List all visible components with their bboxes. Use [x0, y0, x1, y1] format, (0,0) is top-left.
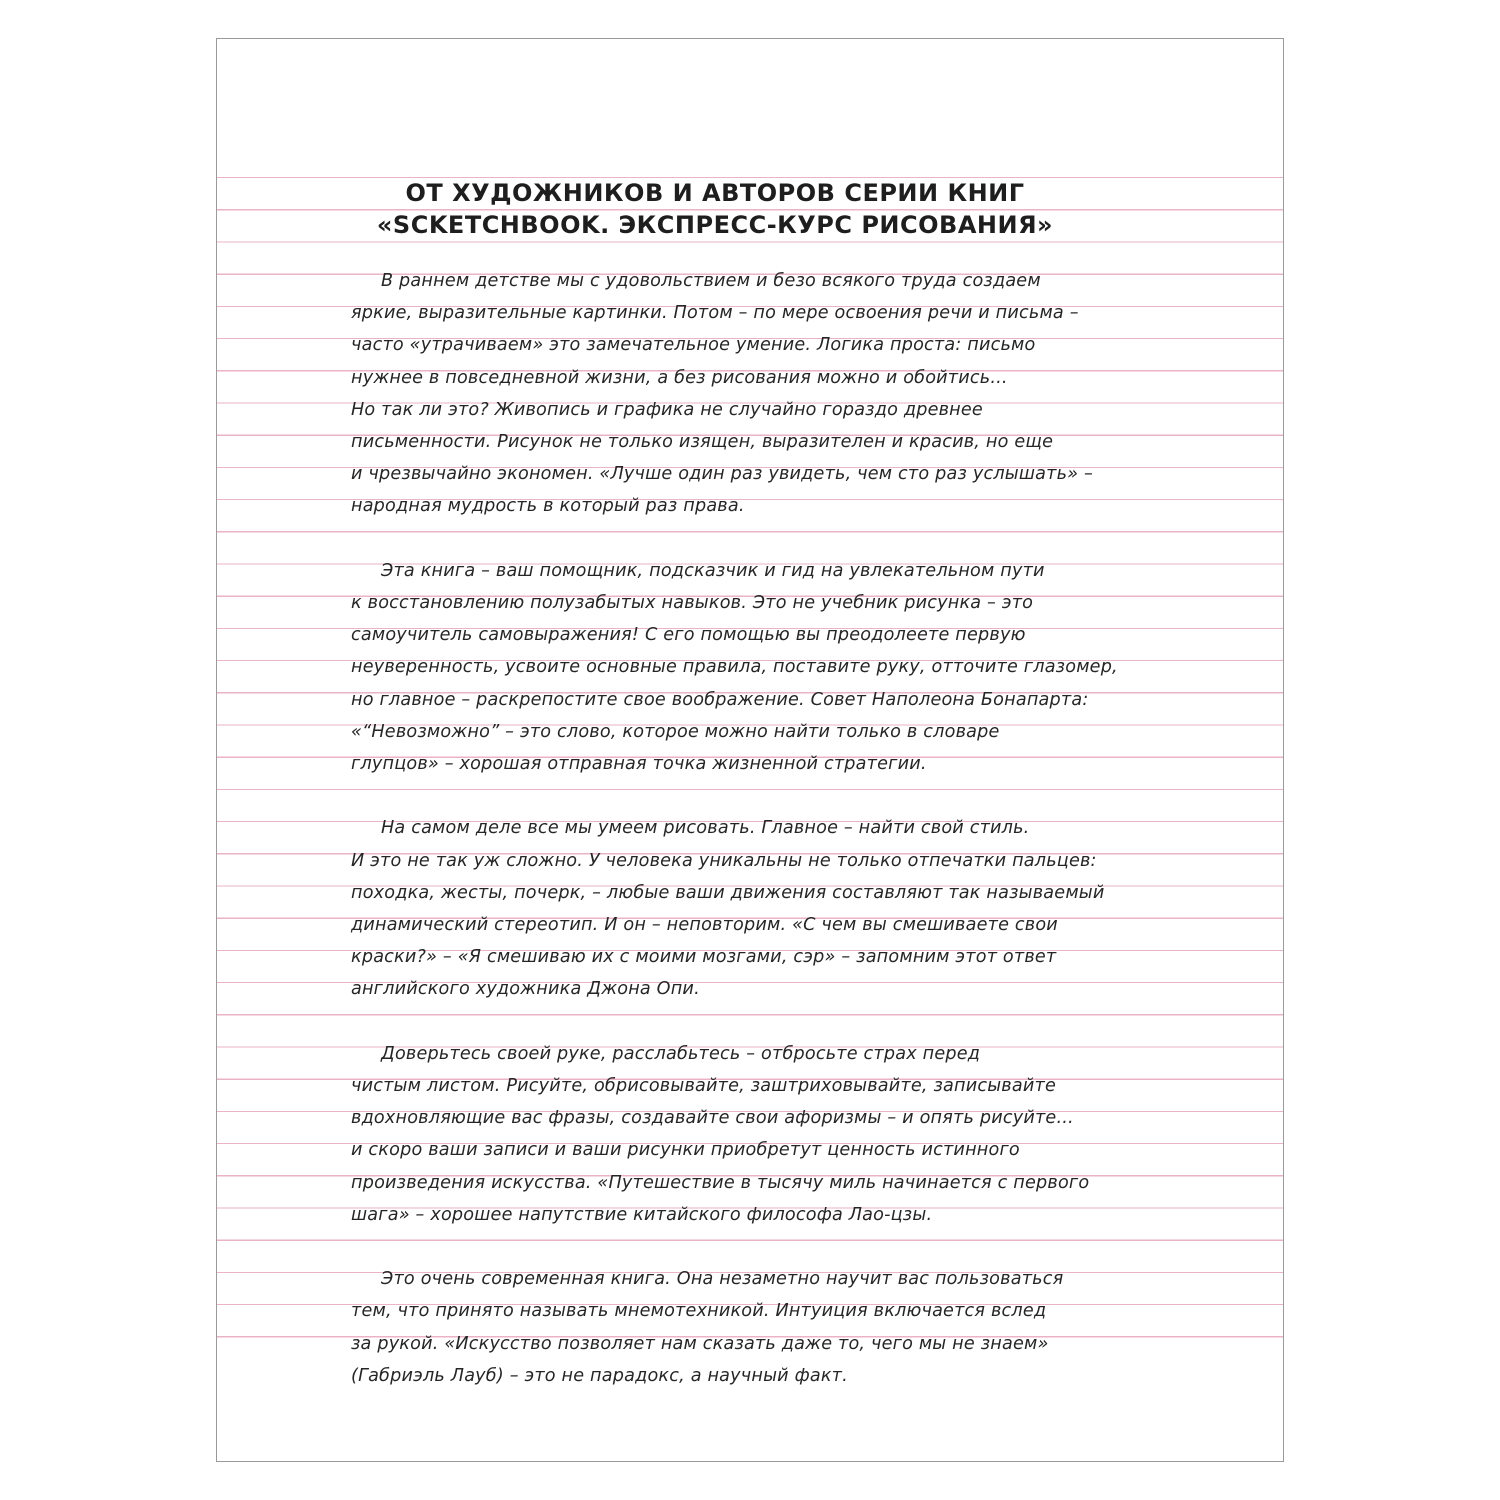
- page-title: [182, 177, 1248, 241]
- text-line: И это не так уж сложно. У человека уникальны не только отпечатки пальцев:: [351, 850, 1097, 871]
- text-line: самоучитель самовыражения! С его помощью вы преодолеете первую: [351, 625, 1026, 646]
- text-line: чистым листом. Рисуйте, обрисовывайте, заштриховывайте, записывайте: [351, 1076, 1056, 1097]
- body-text: [351, 265, 1251, 1424]
- text-line: произведения искусства. «Путешествие в тысячу миль начинается с первого: [351, 1172, 1090, 1193]
- text-line: к восстановлению полузабытых навыков. Это не учебник рисунка – это: [351, 593, 1034, 614]
- text-line: нужнее в повседневной жизни, а без рисования можно и обойтись...: [351, 367, 1008, 388]
- text-line: неуверенность, усвоите основные правила, поставите руку, отточите глазомер,: [351, 657, 1118, 678]
- text-line: походка, жесты, почерк, – любые ваши движения составляют так называемый: [351, 882, 1105, 903]
- title-line-2: «SCKETCHBOOK. ЭКСПРЕСС-КУРС РИСОВАНИЯ»: [376, 211, 1054, 240]
- notebook-page: [216, 38, 1284, 1462]
- text-line: тем, что принято называть мнемотехникой. Интуиция включается вслед: [351, 1301, 1047, 1322]
- text-line: Эта книга – ваш помощник, подсказчик и гид на увлекательном пути: [381, 560, 1045, 581]
- paragraph-3: [351, 812, 1251, 1005]
- text-line: Доверьтесь своей руке, расслабьтесь – отбросьте страх перед: [381, 1043, 981, 1064]
- text-line: На самом деле все мы умеем рисовать. Главное – найти свой стиль.: [381, 818, 1030, 839]
- text-line: и скоро ваши записи и ваши рисунки приобретут ценность истинного: [351, 1140, 1020, 1161]
- paragraph-2: [351, 555, 1251, 780]
- text-line: но главное – раскрепостите свое воображение. Совет Наполеона Бонапарта:: [351, 689, 1089, 710]
- text-line: и чрезвычайно экономен. «Лучше один раз увидеть, чем сто раз услышать» –: [351, 464, 1093, 485]
- text-line: (Габриэль Лауб) – это не парадокс, а научный факт.: [351, 1365, 848, 1386]
- text-line: глупцов» – хорошая отправная точка жизненной стратегии.: [351, 754, 927, 775]
- paragraph-4: [351, 1038, 1251, 1231]
- text-line: за рукой. «Искусство позволяет нам сказать даже то, чего мы не знаем»: [351, 1333, 1049, 1354]
- title-line-1: ОТ ХУДОЖНИКОВ И АВТОРОВ СЕРИИ КНИГ: [405, 179, 1025, 207]
- text-line: письменности. Рисунок не только изящен, выразителен и красив, но еще: [351, 432, 1054, 453]
- text-line: вдохновляющие вас фразы, создавайте свои афоризмы – и опять рисуйте...: [351, 1108, 1074, 1129]
- paragraph-5: [351, 1263, 1251, 1392]
- text-line: Но так ли это? Живопись и графика не случайно гораздо древнее: [351, 399, 983, 420]
- text-line: часто «утрачиваем» это замечательное умение. Логика проста: письмо: [351, 335, 1036, 356]
- text-line: динамический стереотип. И он – неповторим. «С чем вы смешиваете свои: [351, 915, 1058, 936]
- text-line: яркие, выразительные картинки. Потом – по мере освоения речи и письма –: [351, 303, 1079, 324]
- paragraph-1: [351, 265, 1251, 523]
- text-line: «“Невозможно” – это слово, которое можно найти только в словаре: [351, 721, 1000, 742]
- text-line: английского художника Джона Опи.: [351, 979, 700, 1000]
- text-line: В раннем детстве мы с удовольствием и безо всякого труда создаем: [381, 271, 1041, 291]
- text-line: Это очень современная книга. Она незаметно научит вас пользоваться: [381, 1269, 1064, 1290]
- text-line: краски?» – «Я смешиваю их с моими мозгами, сэр» – запомним этот ответ: [351, 947, 1057, 968]
- text-line: шага» – хорошее напутствие китайского философа Лао-цзы.: [351, 1204, 933, 1225]
- text-line: народная мудрость в который раз права.: [351, 496, 745, 517]
